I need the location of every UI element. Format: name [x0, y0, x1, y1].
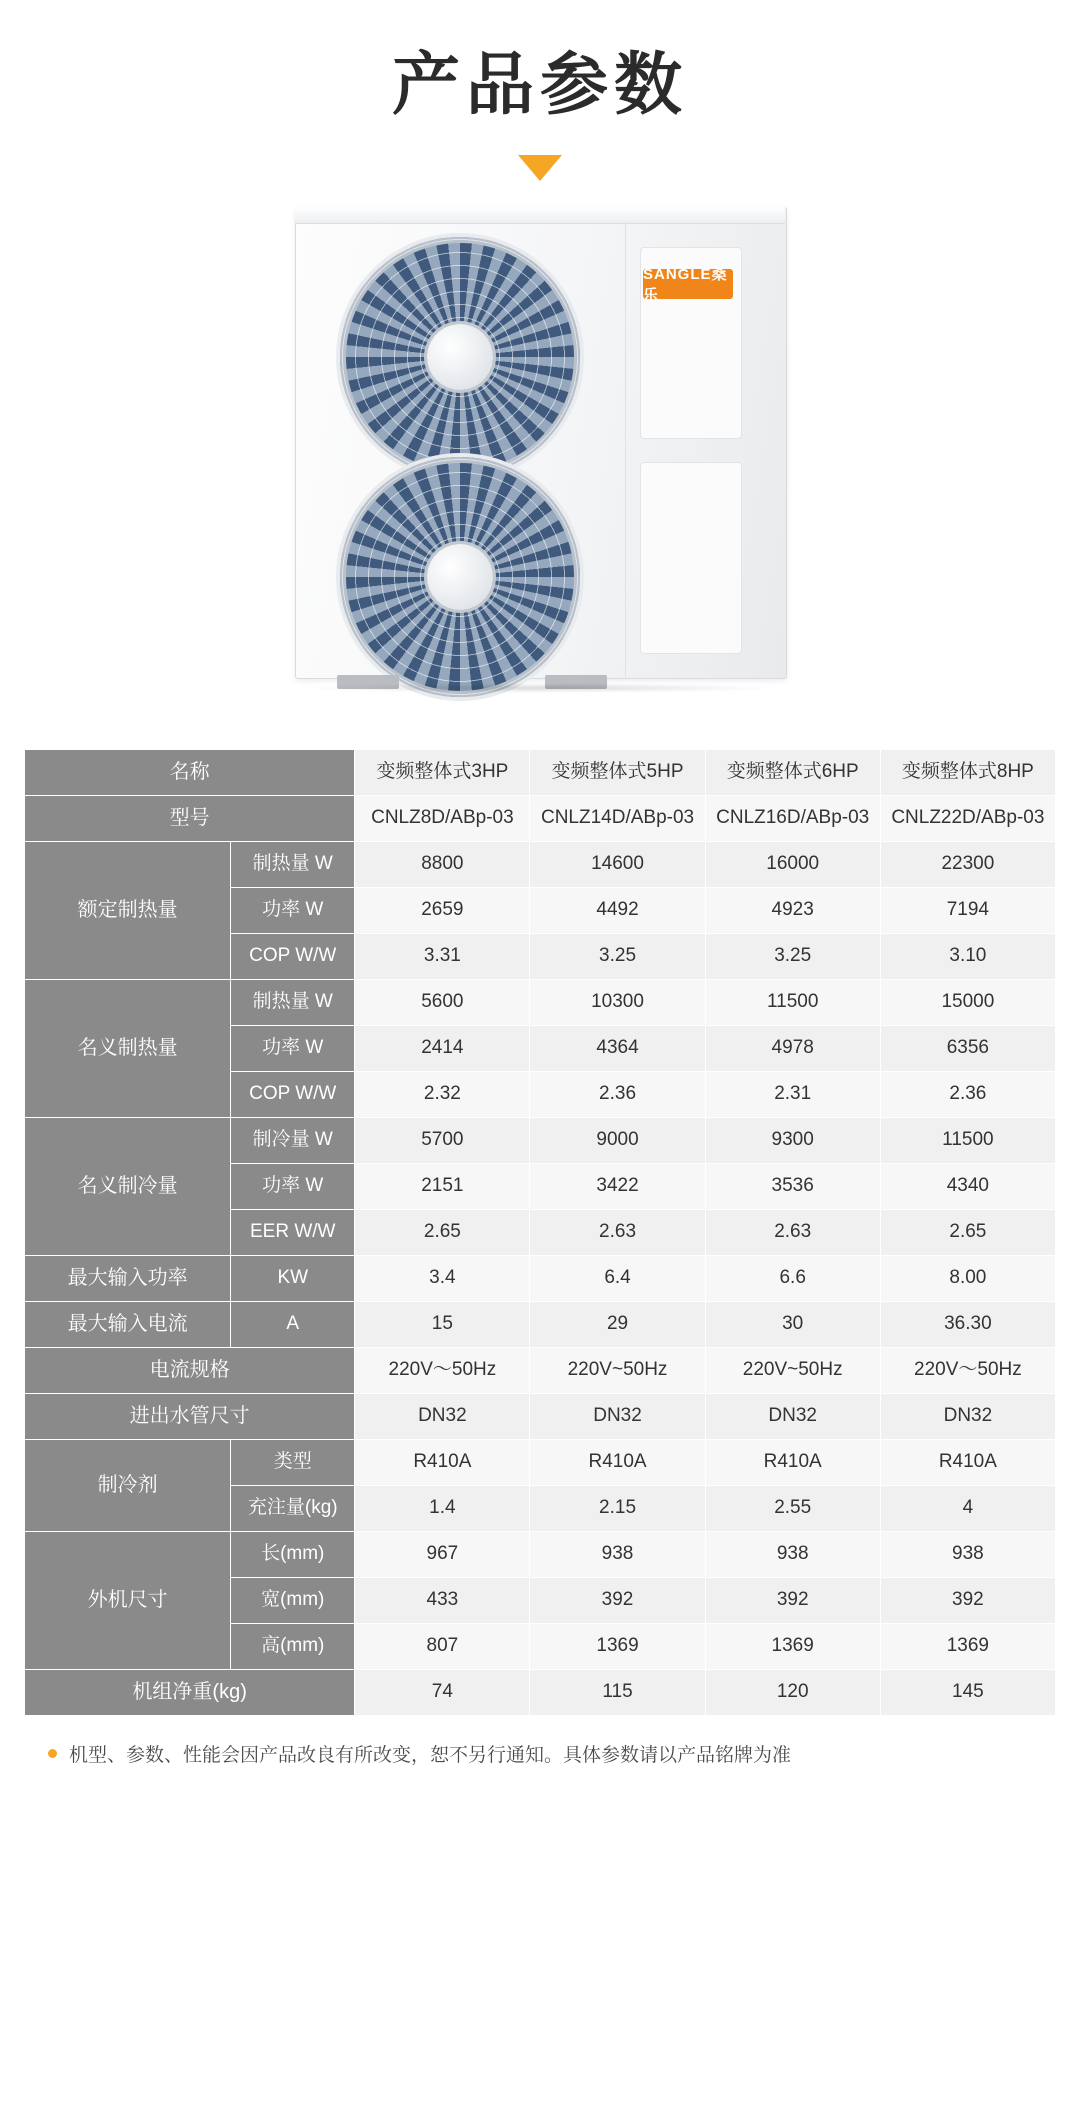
table-row	[25, 1255, 1056, 1301]
footnote-text: 机型、参数、性能会因产品改良有所改变，恕不另行通知。具体参数请以产品铭牌为准	[69, 1744, 792, 1766]
cell-0-2-1: 3.25	[530, 933, 705, 979]
cell-1-0-2: 11500	[705, 979, 880, 1025]
fan-grille-upper	[340, 237, 580, 477]
cell-2-2-3: 2.65	[880, 1209, 1055, 1255]
cell-0-1-1: 4492	[530, 887, 705, 933]
sub-label-2-1: 功率 W	[231, 1163, 355, 1209]
cell-8-2-2: 1369	[705, 1623, 880, 1669]
cell-1-2-3: 2.36	[880, 1071, 1055, 1117]
cell-2-1-1: 3422	[530, 1163, 705, 1209]
cell-9-0-0: 74	[355, 1669, 530, 1715]
cell-3-0-0: 3.4	[355, 1255, 530, 1301]
cell-1-2-2: 2.31	[705, 1071, 880, 1117]
table-row	[25, 1117, 1056, 1163]
cell-9-0-1: 115	[530, 1669, 705, 1715]
group-label-4: 最大输入电流	[25, 1301, 231, 1347]
cell-3-0-2: 6.6	[705, 1255, 880, 1301]
footnote	[0, 1740, 1080, 1767]
cell-5-0-1: 220V~50Hz	[530, 1347, 705, 1393]
cell-8-1-0: 433	[355, 1577, 530, 1623]
sub-label-0-1: 功率 W	[231, 887, 355, 933]
col-header-1: 变频整体式3HP	[355, 749, 530, 795]
fan-lower	[340, 457, 580, 697]
cell-2-2-2: 2.63	[705, 1209, 880, 1255]
cell-1-1-0: 2414	[355, 1025, 530, 1071]
title-block	[0, 0, 1080, 181]
cell-1-2-1: 2.36	[530, 1071, 705, 1117]
table-row-name	[25, 749, 1056, 795]
page-title: 产品参数	[391, 47, 688, 123]
cell-0-0-1: 14600	[530, 841, 705, 887]
sub-label-7-0: 类型	[231, 1439, 355, 1485]
cell-6-0-0: DN32	[355, 1393, 530, 1439]
col-header-2: 变频整体式5HP	[530, 749, 705, 795]
model-3: CNLZ16D/ABp-03	[705, 795, 880, 841]
cell-0-2-0: 3.31	[355, 933, 530, 979]
cell-0-2-2: 3.25	[705, 933, 880, 979]
cell-4-0-1: 29	[530, 1301, 705, 1347]
col-header-3: 变频整体式6HP	[705, 749, 880, 795]
cell-7-0-2: R410A	[705, 1439, 880, 1485]
cell-1-0-1: 10300	[530, 979, 705, 1025]
cell-0-1-0: 2659	[355, 887, 530, 933]
table-row	[25, 1347, 1056, 1393]
cell-4-0-3: 36.30	[880, 1301, 1055, 1347]
cell-2-2-0: 2.65	[355, 1209, 530, 1255]
cell-0-0-3: 22300	[880, 841, 1055, 887]
sub-label-1-1: 功率 W	[231, 1025, 355, 1071]
cell-4-0-0: 15	[355, 1301, 530, 1347]
sub-label-7-1: 充注量(kg)	[231, 1485, 355, 1531]
cell-2-1-2: 3536	[705, 1163, 880, 1209]
unit-panel-divider	[625, 223, 626, 677]
cell-8-2-0: 807	[355, 1623, 530, 1669]
cell-0-2-3: 3.10	[880, 933, 1055, 979]
group-label-1: 名义制热量	[25, 979, 231, 1117]
group-label-7: 制冷剂	[25, 1439, 231, 1531]
cell-0-0-2: 16000	[705, 841, 880, 887]
cell-7-0-0: R410A	[355, 1439, 530, 1485]
cell-0-1-3: 7194	[880, 887, 1055, 933]
cell-5-0-3: 220V～50Hz	[880, 1347, 1055, 1393]
cell-8-1-3: 392	[880, 1577, 1055, 1623]
cell-8-0-1: 938	[530, 1531, 705, 1577]
spec-table-wrap	[0, 749, 1080, 1716]
sub-label-2-0: 制冷量 W	[231, 1117, 355, 1163]
cell-3-0-3: 8.00	[880, 1255, 1055, 1301]
cell-7-0-1: R410A	[530, 1439, 705, 1485]
table-row	[25, 1531, 1056, 1577]
group-label-2: 名义制冷量	[25, 1117, 231, 1255]
table-row	[25, 1301, 1056, 1347]
spec-table	[24, 749, 1056, 1716]
sub-label-8-1: 宽(mm)	[231, 1577, 355, 1623]
row-label-name: 名称	[25, 749, 355, 795]
group-label-8: 外机尺寸	[25, 1531, 231, 1669]
cell-2-0-3: 11500	[880, 1117, 1055, 1163]
cell-6-0-3: DN32	[880, 1393, 1055, 1439]
cell-2-1-0: 2151	[355, 1163, 530, 1209]
row-label-model: 型号	[25, 795, 355, 841]
group-label-3: 最大输入功率	[25, 1255, 231, 1301]
cell-8-1-1: 392	[530, 1577, 705, 1623]
cell-6-0-2: DN32	[705, 1393, 880, 1439]
dot-icon	[48, 1749, 57, 1758]
cell-7-1-0: 1.4	[355, 1485, 530, 1531]
group-label-5: 电流规格	[25, 1347, 355, 1393]
cell-1-1-2: 4978	[705, 1025, 880, 1071]
sub-label-1-0: 制热量 W	[231, 979, 355, 1025]
sub-label-0-2: COP W/W	[231, 933, 355, 979]
model-4: CNLZ22D/ABp-03	[880, 795, 1055, 841]
cell-1-1-3: 6356	[880, 1025, 1055, 1071]
table-row	[25, 841, 1056, 887]
cell-9-0-3: 145	[880, 1669, 1055, 1715]
table-row	[25, 1669, 1056, 1715]
col-header-4: 变频整体式8HP	[880, 749, 1055, 795]
cell-2-0-1: 9000	[530, 1117, 705, 1163]
group-label-6: 进出水管尺寸	[25, 1393, 355, 1439]
sub-label-8-2: 高(mm)	[231, 1623, 355, 1669]
cell-8-2-3: 1369	[880, 1623, 1055, 1669]
cell-8-0-0: 967	[355, 1531, 530, 1577]
cell-2-0-0: 5700	[355, 1117, 530, 1163]
cell-8-2-1: 1369	[530, 1623, 705, 1669]
fan-grille-lower	[340, 457, 580, 697]
cell-7-0-3: R410A	[880, 1439, 1055, 1485]
cell-2-0-2: 9300	[705, 1117, 880, 1163]
cell-7-1-3: 4	[880, 1485, 1055, 1531]
cell-2-2-1: 2.63	[530, 1209, 705, 1255]
cell-1-1-1: 4364	[530, 1025, 705, 1071]
model-1: CNLZ8D/ABp-03	[355, 795, 530, 841]
unit-side-panel-lower	[640, 462, 742, 654]
cell-9-0-2: 120	[705, 1669, 880, 1715]
cell-1-0-0: 5600	[355, 979, 530, 1025]
group-label-0: 额定制热量	[25, 841, 231, 979]
heat-pump-unit	[295, 207, 785, 687]
cell-4-0-2: 30	[705, 1301, 880, 1347]
sub-label-1-2: COP W/W	[231, 1071, 355, 1117]
cell-5-0-2: 220V~50Hz	[705, 1347, 880, 1393]
cell-3-0-1: 6.4	[530, 1255, 705, 1301]
cell-1-0-3: 15000	[880, 979, 1055, 1025]
cell-2-1-3: 4340	[880, 1163, 1055, 1209]
sub-label-4-0: A	[231, 1301, 355, 1347]
cell-8-0-2: 938	[705, 1531, 880, 1577]
sub-label-3-0: KW	[231, 1255, 355, 1301]
cell-5-0-0: 220V～50Hz	[355, 1347, 530, 1393]
product-image	[0, 199, 1080, 739]
sub-label-0-0: 制热量 W	[231, 841, 355, 887]
cell-1-2-0: 2.32	[355, 1071, 530, 1117]
triangle-down-icon	[518, 155, 562, 181]
cell-7-1-2: 2.55	[705, 1485, 880, 1531]
unit-top-cap	[295, 207, 785, 224]
table-row	[25, 979, 1056, 1025]
unit-shadow	[300, 683, 780, 693]
table-row	[25, 1393, 1056, 1439]
cell-8-1-2: 392	[705, 1577, 880, 1623]
sub-label-8-0: 长(mm)	[231, 1531, 355, 1577]
cell-0-0-0: 8800	[355, 841, 530, 887]
cell-6-0-1: DN32	[530, 1393, 705, 1439]
sub-label-2-2: EER W/W	[231, 1209, 355, 1255]
table-row	[25, 1439, 1056, 1485]
model-2: CNLZ14D/ABp-03	[530, 795, 705, 841]
cell-8-0-3: 938	[880, 1531, 1055, 1577]
cell-7-1-1: 2.15	[530, 1485, 705, 1531]
brand-logo: SANGLE桑乐	[643, 269, 733, 299]
group-label-9: 机组净重(kg)	[25, 1669, 355, 1715]
cell-0-1-2: 4923	[705, 887, 880, 933]
table-row-model	[25, 795, 1056, 841]
fan-upper	[340, 237, 580, 477]
